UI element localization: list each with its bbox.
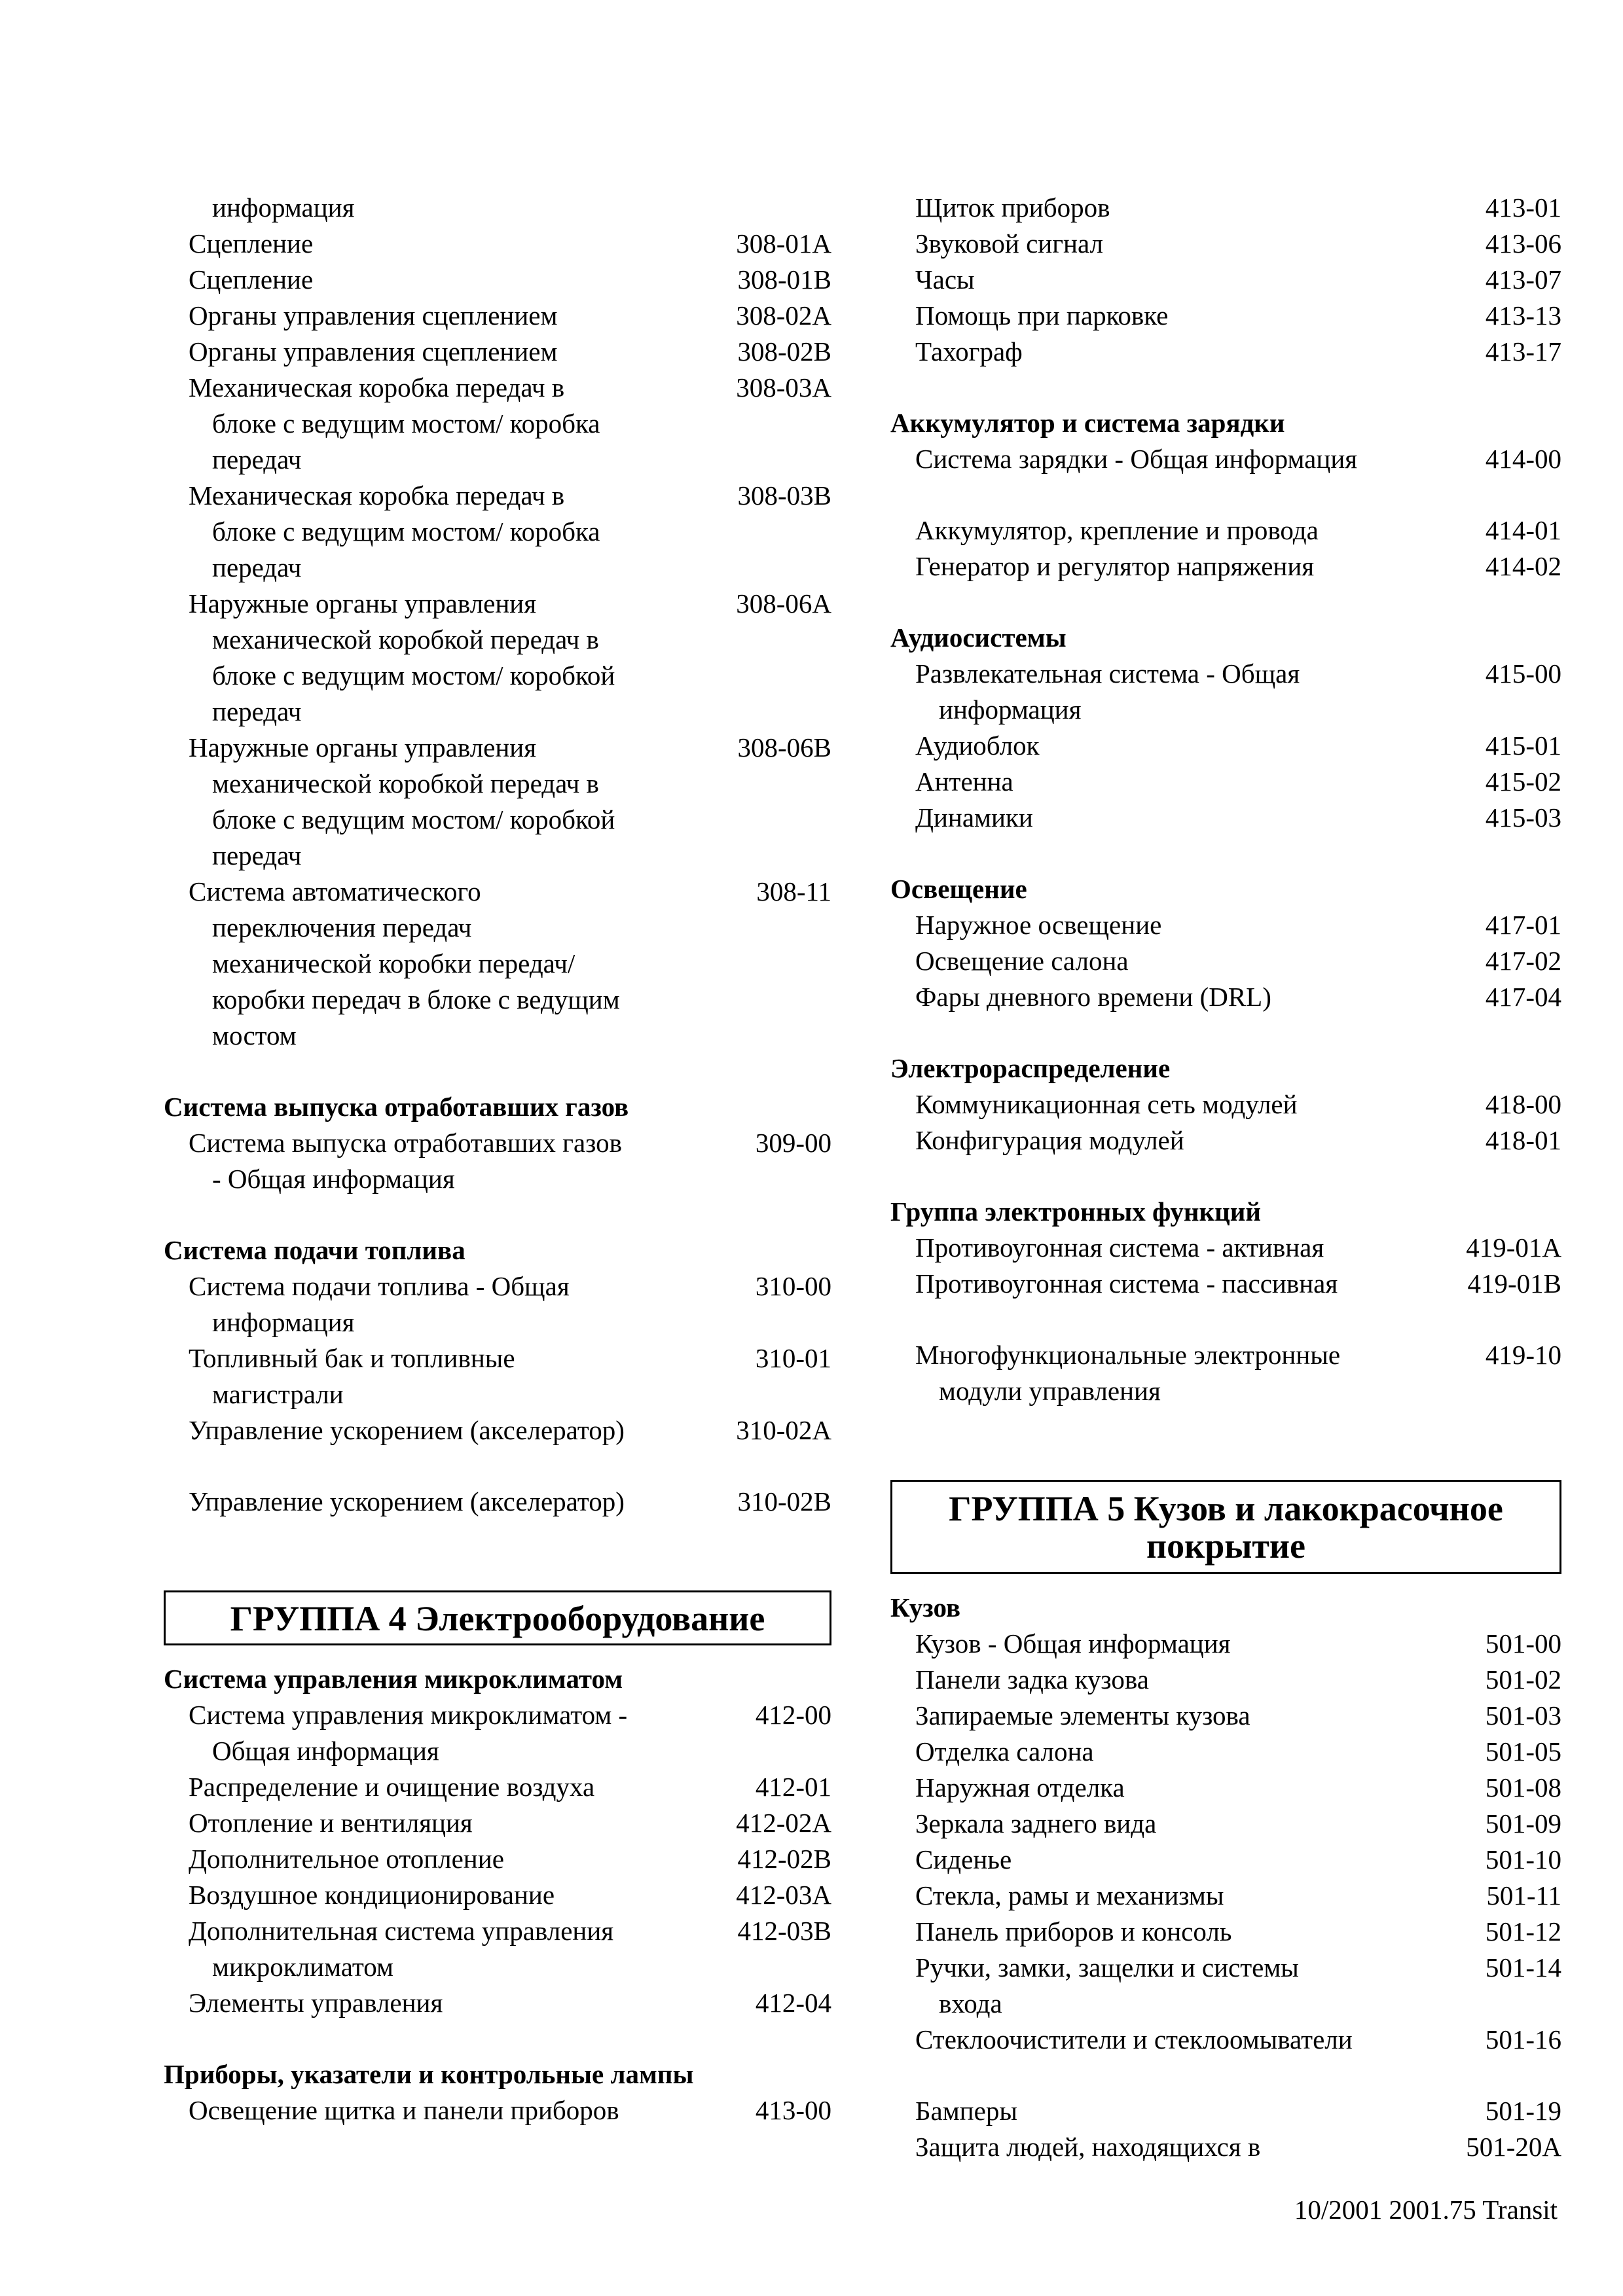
toc-entry [164,2092,831,2128]
toc-entry-title [164,1412,681,1448]
toc-entry-title-line: Противоугонная система - активная [915,1232,1324,1263]
section-heading: Аккумулятор и система зарядки [890,408,1285,438]
toc-entry-code: 501-08 [1485,1772,1561,1803]
toc-entry [890,548,1561,584]
left-sections-a [164,1089,831,1520]
toc-entry-title [890,1122,1408,1158]
toc-entry-title-line: Стекла, рамы и механизмы [915,1880,1224,1910]
toc-entry [164,262,831,298]
toc-entry-title [164,1841,681,1877]
toc-entry-code: 501-09 [1485,1808,1561,1839]
toc-entry-title-line: блоке с ведущим мостом/ коробка [212,408,600,439]
toc-entry-title [890,656,1408,728]
toc-entry-code: 418-01 [1485,1125,1561,1155]
toc-entry-code: 501-14 [1485,1952,1561,1982]
section-heading: Аудиосистемы [890,622,1067,653]
toc-entry [164,1268,831,1340]
right-pre-list [890,190,1561,370]
toc-entry-title-line: Панели задка кузова [915,1664,1149,1695]
toc-entry-title [890,1230,1408,1266]
toc-entry-code: 501-19 [1485,2096,1561,2126]
toc-entry [164,226,831,262]
toc-entry [890,1842,1561,1878]
toc-entry-title-line: Кузов - Общая информация [915,1628,1231,1659]
toc-entry-title-line: Сиденье [915,1844,1012,1874]
toc-entry [890,728,1561,764]
toc-entry-title-line: Дополнительное отопление [189,1844,504,1874]
toc-entry [890,226,1561,262]
section-heading: Система управления микроклиматом [164,1664,623,1694]
toc-entry-code: 308-02A [736,300,831,331]
toc-entry [164,874,831,1054]
toc-entry-title [164,1340,681,1412]
toc-entry-title [890,1842,1408,1878]
toc-entry [164,190,831,226]
toc-entry-title [890,1734,1408,1770]
toc-entry-title [890,1086,1408,1122]
toc-entry-code: 310-02A [736,1415,831,1445]
toc-entry-title-line: Бамперы [915,2096,1017,2126]
toc-entry-code: 501-11 [1486,1880,1561,1910]
toc-entry-title-line: Противоугонная система - пассивная [915,1268,1338,1299]
entry-gap [164,1448,831,1484]
toc-entry-title-line: передач [212,840,302,870]
toc-entry-title-line: Панель приборов и консоль [915,1916,1232,1946]
toc-entry-title [164,730,681,874]
toc-entry-title-line: блоке с ведущим мостом/ коробкой [212,804,615,834]
toc-entry [890,1626,1561,1662]
toc-entry-title [164,334,681,370]
toc-entry-title-line: Дополнительная система управления [189,1916,614,1946]
toc-entry-title-line: Коммуникационная сеть модулей [915,1089,1298,1119]
toc-entry-code: 419-01B [1467,1268,1561,1299]
toc-entry-title [164,874,681,1054]
toc-entry-title [164,586,681,730]
section-heading: Кузов [890,1592,961,1623]
toc-entry-code: 417-04 [1485,982,1561,1012]
toc-entry-title-line: Конфигурация модулей [915,1125,1184,1155]
toc-entry-title-line: Звуковой сигнал [915,228,1104,259]
toc-entry [890,1806,1561,1842]
toc-entry-title-line: информация [212,192,355,223]
group-4-box [164,1590,831,1645]
section-heading: Система выпуска отработавших газов [164,1092,629,1122]
toc-entry-title [164,1913,681,1985]
toc-entry-code: 415-02 [1485,766,1561,797]
toc-entry-title [890,1914,1408,1950]
toc-entry-title-line: Наружные органы управления [189,588,537,619]
toc-entry [164,730,831,874]
toc-entry-title [890,2093,1408,2129]
toc-entry-code: 308-01B [737,264,831,295]
toc-entry [890,943,1561,979]
toc-entry [890,1662,1561,1698]
toc-entry [164,1877,831,1913]
toc-entry-code: 501-20A [1466,2132,1561,2162]
toc-entry-title-line: Наружное освещение [915,910,1162,940]
toc-entry [890,1698,1561,1734]
toc-entry-title [164,1805,681,1841]
toc-entry-title [164,262,681,298]
section-heading: Электрораспределение [890,1053,1171,1083]
toc-entry-title [164,1877,681,1913]
toc-entry-title [890,298,1408,334]
toc-entry-code: 310-02B [737,1486,831,1516]
toc-entry-title-line: Часы [915,264,975,295]
toc-entry [164,1805,831,1841]
left-column [164,190,831,2128]
toc-entry-title [890,441,1408,477]
toc-entry-title-line: Динамики [915,802,1033,833]
toc-entry-code: 412-03B [737,1916,831,1946]
toc-entry-title-line: Система управления микроклиматом - [189,1700,628,1730]
toc-entry-title [164,1769,681,1805]
toc-entry-title-line: блоке с ведущим мостом/ коробкой [212,660,615,691]
toc-entry-title-line: Аудиоблок [915,730,1040,761]
toc-entry-title-line: Органы управления сцеплением [189,336,558,367]
toc-entry [164,1484,831,1520]
toc-entry-title-line: передач [212,552,302,583]
toc-entry [164,1125,831,1197]
toc-entry [890,441,1561,477]
toc-entry-title-line: Защита людей, находящихся в [915,2132,1261,2162]
toc-entry-code: 308-01A [736,228,831,259]
toc-entry [164,1412,831,1448]
left-sections-b [164,1661,831,2128]
toc-entry-title [890,226,1408,262]
toc-entry-title-line: коробки передач в блоке с ведущим [212,984,620,1014]
toc-entry [890,298,1561,334]
toc-entry-title [890,1950,1408,2022]
toc-entry-title [164,478,681,586]
toc-entry-title [164,1268,681,1340]
toc-entry-code: 413-06 [1485,228,1561,259]
toc-entry-title [164,226,681,262]
toc-entry-code: 501-16 [1485,2024,1561,2054]
toc-entry [890,656,1561,728]
toc-entry-title-line: Механическая коробка передач в [189,480,565,511]
toc-entry-title-line: Система выпуска отработавших газов [189,1128,622,1158]
toc-entry-title-line: Фары дневного времени (DRL) [915,982,1271,1012]
toc-entry-code: 412-00 [755,1700,831,1730]
toc-entry [164,1769,831,1805]
footer-text: 10/2001 2001.75 Transit [1294,2195,1558,2225]
toc-entry-title-line: мостом [212,1020,297,1050]
toc-entry-title [890,334,1408,370]
toc-entry-code: 414-00 [1485,444,1561,474]
toc-entry-code: 412-01 [755,1772,831,1802]
toc-entry-code: 413-00 [755,2095,831,2125]
toc-entry-title-line: Система зарядки - Общая информация [915,444,1358,474]
toc-entry-code: 412-04 [755,1988,831,2018]
toc-entry [164,586,831,730]
toc-entry-code: 415-01 [1485,730,1561,761]
toc-entry-title-line: переключения передач [212,912,472,942]
toc-entry-code: 415-03 [1485,802,1561,833]
toc-entry-title-line: Управление ускорением (акселератор) [189,1415,625,1445]
right-column [890,190,1561,2165]
toc-entry-title-line: Механическая коробка передач в [189,372,565,403]
toc-entry-code: 413-17 [1485,336,1561,367]
toc-entry-code: 501-00 [1485,1628,1561,1659]
toc-entry-title-line: магистрали [212,1379,344,1409]
toc-entry-title [164,190,681,226]
toc-entry [890,1266,1561,1302]
toc-entry [164,1913,831,1985]
toc-entry [164,1985,831,2021]
toc-entry-title-line: микроклиматом [212,1952,393,1982]
toc-entry-title [890,943,1408,979]
toc-entry-title-line: Отопление и вентиляция [189,1808,473,1838]
toc-entry-code: 412-03A [736,1880,831,1910]
toc-entry-title [164,1125,681,1197]
toc-entry [890,1337,1561,1409]
toc-entry-code: 419-10 [1485,1340,1561,1370]
toc-entry-code: 412-02B [737,1844,831,1874]
group-title-line: покрытие [1146,1526,1306,1566]
toc-entry-title [890,1662,1408,1698]
entry-gap [890,2058,1561,2093]
toc-entry-title-line: Распределение и очищение воздуха [189,1772,595,1802]
toc-entry [890,800,1561,836]
toc-entry-title-line: механической коробкой передач в [212,624,599,655]
toc-entry-title-line: Стеклоочистители и стеклоомыватели [915,2024,1353,2054]
toc-entry-title-line: Зеркала заднего вида [915,1808,1157,1839]
entry-gap [890,477,1561,512]
left-pre-list [164,190,831,1054]
toc-entry-title [890,764,1408,800]
toc-entry-title-line: Многофункциональные электронные [915,1340,1341,1370]
toc-entry [890,1914,1561,1950]
group-title-line: ГРУППА 5 Кузов и лакокрасочное [949,1489,1503,1528]
toc-entry-title-line: Запираемые элементы кузова [915,1700,1250,1731]
toc-entry-title-line: Органы управления сцеплением [189,300,558,331]
toc-entry-title-line: Воздушное кондиционирование [189,1880,555,1910]
toc-entry-title [164,2092,681,2128]
toc-entry-title [164,370,681,478]
toc-entry-code: 501-12 [1485,1916,1561,1946]
toc-entry [890,907,1561,943]
toc-entry-title-line: информация [939,694,1082,725]
toc-entry [164,1697,831,1769]
toc-entry [890,1122,1561,1158]
toc-entry-title [890,728,1408,764]
toc-entry-code: 310-01 [755,1343,831,1373]
toc-entry-title-line: Управление ускорением (акселератор) [189,1486,625,1516]
toc-entry-title [890,1337,1408,1409]
toc-entry [890,2022,1561,2058]
toc-entry-code: 417-02 [1485,946,1561,976]
toc-entry-title-line: Помощь при парковке [915,300,1169,331]
toc-entry [890,1950,1561,2022]
toc-entry-title-line: Тахограф [915,336,1023,367]
toc-entry-title [890,1806,1408,1842]
toc-entry-title [164,1985,681,2021]
toc-entry-title-line: Наружная отделка [915,1772,1125,1803]
right-sections-a [890,405,1561,1409]
toc-entry-code: 310-00 [755,1271,831,1301]
toc-entry [890,262,1561,298]
toc-entry-code: 413-07 [1485,264,1561,295]
right-sections-b [890,1590,1561,2165]
toc-entry [890,2129,1561,2165]
toc-entry-title-line: Аккумулятор, крепление и провода [915,515,1319,545]
toc-entry [890,334,1561,370]
toc-entry-title [890,1878,1408,1914]
toc-entry [890,2093,1561,2129]
toc-entry-title-line: Топливный бак и топливные [189,1343,515,1373]
toc-entry-title-line: Развлекательная система - Общая [915,658,1300,689]
toc-entry-title-line: входа [939,1988,1002,2018]
toc-entry-title [890,1626,1408,1662]
section-heading: Группа электронных функций [890,1196,1261,1227]
toc-entry-code: 501-10 [1485,1844,1561,1874]
toc-entry-title [890,1266,1408,1302]
toc-entry [890,1734,1561,1770]
toc-entry-title [890,800,1408,836]
toc-entry-title-line: Антенна [915,766,1013,797]
toc-entry [164,370,831,478]
toc-entry-title [890,2022,1408,2058]
toc-entry-code: 308-06B [737,732,831,762]
toc-entry-code: 309-00 [755,1128,831,1158]
toc-entry [890,1770,1561,1806]
toc-entry-title [890,190,1408,226]
toc-entry-code: 308-06A [736,588,831,619]
toc-entry-title-line: Наружные органы управления [189,732,537,762]
toc-entry-title-line: блоке с ведущим мостом/ коробка [212,516,600,547]
section-heading: Освещение [890,874,1027,904]
toc-entry-title [164,1697,681,1769]
toc-entry [890,1230,1561,1266]
toc-entry [890,979,1561,1015]
toc-entry [890,1878,1561,1914]
toc-entry-title [890,262,1408,298]
section-heading: Приборы, указатели и контрольные лампы [164,2059,694,2089]
toc-entry-code: 308-02B [737,336,831,367]
toc-entry-code: 413-13 [1485,300,1561,331]
toc-entry-title-line: - Общая информация [212,1164,455,1194]
toc-entry-title-line: Система подачи топлива - Общая [189,1271,570,1301]
section-heading: Система подачи топлива [164,1235,465,1265]
toc-entry-code: 308-03B [737,480,831,511]
toc-entry-title-line: механической коробки передач/ [212,948,575,978]
toc-entry-title [890,907,1408,943]
toc-entry [890,1086,1561,1122]
toc-entry-title [890,1770,1408,1806]
toc-entry-title-line: передач [212,444,302,475]
toc-entry [164,478,831,586]
toc-entry-title-line: Освещение салона [915,946,1129,976]
toc-entry-title [890,1698,1408,1734]
toc-entry-code: 414-02 [1485,551,1561,581]
toc-entry [164,334,831,370]
toc-entry-title [164,1484,681,1520]
toc-entry-code: 501-03 [1485,1700,1561,1731]
group-5-box [890,1480,1561,1574]
toc-entry-title-line: Общая информация [212,1736,439,1766]
toc-entry [890,764,1561,800]
toc-entry [164,1340,831,1412]
toc-entry-title [164,298,681,334]
toc-entry-title-line: передач [212,696,302,726]
toc-entry-title [890,548,1408,584]
toc-entry-code: 412-02A [736,1808,831,1838]
toc-entry-title-line: Щиток приборов [915,192,1110,223]
toc-entry-title [890,512,1408,548]
toc-entry-code: 501-05 [1485,1736,1561,1767]
toc-entry-title-line: модули управления [939,1376,1161,1406]
toc-entry-code: 308-03A [736,372,831,403]
toc-entry-code: 415-00 [1485,658,1561,689]
toc-entry-title-line: Элементы управления [189,1988,443,2018]
toc-entry-title-line: Сцепление [189,264,314,295]
toc-entry-title-line: информация [212,1307,355,1337]
toc-entry-title-line: Освещение щитка и панели приборов [189,2095,619,2125]
toc-entry-title [890,979,1408,1015]
toc-entry-code: 414-01 [1485,515,1561,545]
group-title-line: ГРУППА 4 Электрооборудование [230,1599,765,1638]
toc-entry [890,512,1561,548]
toc-entry-title-line: механической коробкой передач в [212,768,599,798]
toc-entry-title-line: Сцепление [189,228,314,259]
entry-gap [890,1302,1561,1337]
toc-entry-code: 419-01A [1466,1232,1561,1263]
toc-entry-title-line: Генератор и регулятор напряжения [915,551,1315,581]
toc-entry-title-line: Ручки, замки, защелки и системы [915,1952,1299,1982]
toc-entry-title [890,2129,1408,2165]
toc-entry [164,298,831,334]
toc-entry-code: 417-01 [1485,910,1561,940]
toc-entry-code: 308-11 [756,876,831,906]
toc-entry [890,190,1561,226]
toc-entry [164,1841,831,1877]
toc-entry-code: 418-00 [1485,1089,1561,1119]
toc-entry-code: 413-01 [1485,192,1561,223]
toc-entry-title-line: Система автоматического [189,876,481,906]
toc-entry-code: 501-02 [1485,1664,1561,1695]
toc-entry-title-line: Отделка салона [915,1736,1094,1767]
